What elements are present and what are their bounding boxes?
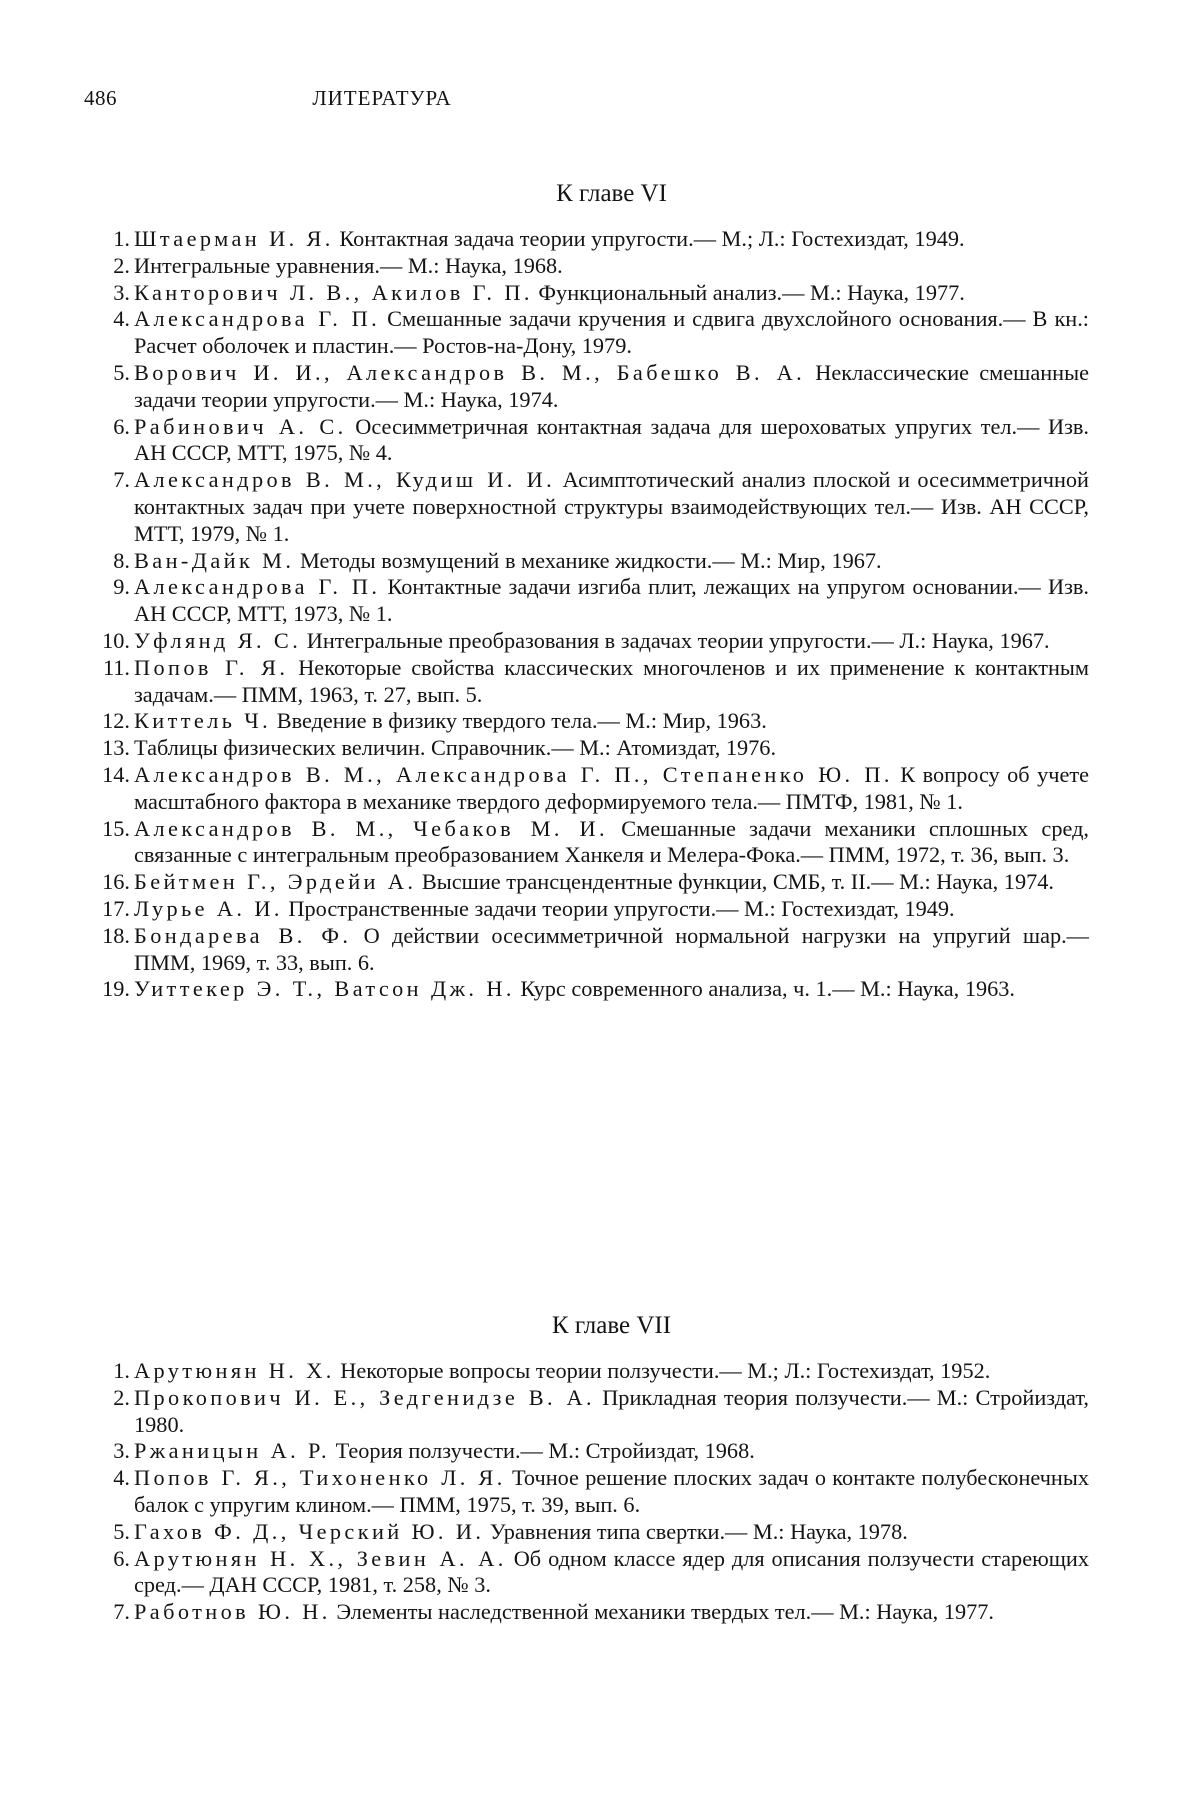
reference-item: [113, 306, 1089, 360]
reference-authors: Штаерман И. Я.: [134, 226, 334, 251]
reference-number: 9.: [113, 574, 130, 600]
reference-number: 19.: [102, 976, 130, 1002]
reference-text: Некоторые вопросы теории ползучести.— М.; Л.: Гостехиздат, 1952.: [334, 1358, 991, 1383]
reference-item: [102, 735, 1089, 762]
reference-item: [113, 1599, 1089, 1626]
reference-number: 5.: [113, 1518, 130, 1544]
reference-authors: Попов Г. Я., Тихоненко Л. Я.: [134, 1465, 506, 1491]
reference-authors: Арутюнян Н. Х.: [134, 1358, 335, 1383]
reference-number: 1.: [113, 1358, 130, 1383]
reference-text: Контактные задачи изгиба плит, лежащих на упругом основании.— Изв. АН СССР, МТТ, 1973, № 1.: [134, 574, 1089, 627]
reference-item: [102, 895, 1089, 923]
reference-number: 3.: [113, 1438, 130, 1464]
reference-authors: Попов Г. Я.: [134, 654, 289, 680]
reference-text: Асимптотический анализ плоской и осесимметричной контактных задач при учете поверхностной структуры взаимодействующих тел.— Изв. АН СССР, МТТ, 1979, № 1.: [134, 467, 1089, 546]
reference-text: Таблицы физических величин. Справочник.— М.: Атомиздат, 1976.: [134, 735, 777, 761]
reference-item: [113, 1465, 1089, 1519]
reference-list: [113, 1358, 1089, 1626]
reference-number: 11.: [102, 654, 130, 680]
reference-authors: Александров В. М., Александрова Г. П., Степаненко Ю. П.: [134, 761, 893, 787]
reference-authors: Александрова Г. П.: [134, 306, 381, 332]
reference-text: Некоторые свойства классических многочленов и их применение к контактным задачам.— ПММ, 1963, т. 27, вып. 5.: [134, 654, 1089, 707]
reference-number: 2.: [113, 1384, 130, 1410]
references-chapter-7: [113, 1312, 1089, 1626]
reference-number: 7.: [113, 467, 130, 493]
reference-number: 5.: [113, 359, 130, 385]
reference-authors: Рабинович А. С.: [134, 413, 347, 439]
reference-text: Пространственные задачи теории упругости.— М.: Гостехиздат, 1949.: [282, 895, 955, 921]
reference-item: [113, 1358, 1089, 1385]
reference-item: [113, 1518, 1089, 1546]
reference-item: [113, 252, 1089, 280]
reference-authors: Александров В. М., Кудиш И. И.: [134, 467, 556, 493]
reference-item: [102, 761, 1089, 816]
reference-authors: Гахов Ф. Д., Черский Ю. И.: [134, 1518, 485, 1544]
reference-text: Контактная задача теории упругости.— М.; Л.: Гостехиздат, 1949.: [333, 226, 965, 251]
reference-item: [102, 815, 1089, 870]
section-heading: К главе VII: [551, 1312, 672, 1339]
reference-text: Методы возмущений в механике жидкости.— М.: Мир, 1967.: [294, 547, 882, 573]
reference-item: [113, 359, 1089, 414]
reference-authors: Ворович И. И., Александров В. М., Бабешко В. А.: [134, 359, 806, 385]
reference-text: Прикладная теория ползучести.— М.: Стройиздат, 1980.: [134, 1384, 1089, 1437]
reference-item: [102, 976, 1089, 1003]
reference-text: Об одном классе ядер для описания ползучести стареющих сред.— ДАН СССР, 1981, т. 258, № 3.: [134, 1545, 1089, 1598]
reference-text: Неклассические смешанные задачи теории упругости.— М.: Наука, 1974.: [134, 359, 1089, 412]
reference-number: 16.: [102, 869, 130, 895]
reference-item: [113, 1438, 1089, 1465]
reference-text: Введение в физику твердого тела.— М.: Мир, 1963.: [271, 708, 767, 734]
reference-text: Смешанные задачи механики сплошных сред, связанные с интегральным преобразованием Ханкеля и Мелера-Фока.— ПММ, 1972, т. 36, вып. 3.: [134, 815, 1089, 868]
reference-item: [113, 226, 1089, 253]
reference-item: [113, 574, 1089, 628]
reference-item: [113, 1545, 1089, 1600]
reference-number: 3.: [113, 279, 130, 305]
reference-text: О действии осесимметричной нормальной нагрузки на упругий шар.— ПММ, 1969, т. 33, вып. 6.: [134, 922, 1089, 975]
reference-authors: Александров В. М., Чебаков М. И.: [134, 815, 608, 841]
reference-text: Точное решение плоских задач о контакте полубесконечных балок с упругим клином.— ПММ, 1975, т. 39, вып. 6.: [134, 1465, 1089, 1517]
reference-text: Уравнения типа свертки.— М.: Наука, 1978.: [484, 1518, 908, 1544]
reference-number: 13.: [102, 735, 130, 761]
reference-number: 8.: [113, 547, 130, 573]
reference-number: 12.: [102, 708, 130, 734]
reference-list: [102, 226, 1089, 1003]
reference-number: 15.: [102, 815, 130, 841]
reference-item: [102, 627, 1089, 655]
section-heading: К главе VI: [556, 180, 667, 207]
reference-text: Интегральные уравнения.— М.: Наука, 1968.: [134, 252, 563, 278]
reference-number: 6.: [113, 1545, 130, 1571]
reference-number: 6.: [113, 413, 130, 439]
reference-text: Курс современного анализа, ч. 1.— М.: Наука, 1963.: [514, 976, 1015, 1002]
reference-number: 4.: [113, 1465, 130, 1491]
reference-authors: Ван-Дайк М.: [134, 547, 295, 573]
reference-text: Интегральные преобразования в задачах теории упругости.— Л.: Наука, 1967.: [301, 627, 1050, 653]
reference-authors: Киттель Ч.: [134, 708, 272, 734]
reference-item: [102, 654, 1089, 709]
reference-authors: Ржаницын А. Р.: [134, 1438, 331, 1464]
reference-text: Смешанные задачи кручения и сдвига двухслойного основания.— В кн.: Расчет оболочек и пластин.— Ростов-на-Дону, 1979.: [134, 306, 1089, 359]
running-title: ЛИТЕРАТУРА: [312, 86, 452, 110]
reference-text: Высшие трансцендентные функции, СМБ, т. II.— М.: Наука, 1974.: [416, 869, 1054, 895]
reference-number: 7.: [113, 1599, 130, 1625]
reference-item: [113, 547, 1089, 575]
reference-number: 2.: [113, 252, 130, 278]
reference-text: К вопросу об учете масштабного фактора в механике твердого деформируемого тела.— ПМТФ, 1981, № 1.: [134, 761, 1089, 814]
reference-authors: Канторович Л. В., Акилов Г. П.: [134, 279, 533, 305]
reference-authors: Бондарева В. Ф.: [134, 922, 352, 948]
references-chapter-6: [102, 180, 1089, 1003]
reference-number: 4.: [113, 306, 130, 332]
reference-authors: Александрова Г. П.: [134, 574, 381, 600]
reference-number: 1.: [113, 226, 130, 251]
reference-item: [113, 467, 1089, 547]
reference-authors: Прокопович И. Е., Зедгенидзе В. А.: [134, 1384, 596, 1410]
reference-authors: Уфлянд Я. С.: [134, 627, 302, 653]
reference-text: Элементы наследственной механики твердых тел.— М.: Наука, 1977.: [330, 1599, 994, 1625]
reference-authors: Лурье А. И.: [134, 895, 283, 921]
reference-text: Функциональный анализ.— М.: Наука, 1977.: [532, 279, 965, 305]
reference-authors: Уиттекер Э. Т., Ватсон Дж. Н.: [134, 976, 515, 1002]
reference-item: [102, 922, 1089, 977]
reference-authors: Арутюнян Н. Х., Зевин А. А.: [134, 1545, 507, 1571]
page-number: 486: [84, 86, 117, 110]
reference-number: 10.: [102, 627, 130, 653]
reference-number: 18.: [102, 922, 130, 948]
reference-item: [113, 279, 1089, 307]
reference-item: [113, 1384, 1089, 1439]
reference-number: 14.: [102, 761, 130, 787]
running-head: [84, 86, 680, 116]
reference-authors: Работнов Ю. Н.: [134, 1599, 331, 1625]
reference-item: [113, 413, 1089, 468]
reference-text: Осесимметричная контактная задача для шероховатых упругих тел.— Изв. АН СССР, МТТ, 1975, № 4.: [134, 413, 1089, 466]
reference-item: [102, 869, 1089, 896]
reference-text: Теория ползучести.— М.: Стройиздат, 1968.: [330, 1438, 755, 1464]
reference-item: [102, 708, 1089, 735]
reference-number: 17.: [102, 895, 130, 921]
reference-authors: Бейтмен Г., Эрдейи А.: [134, 869, 417, 895]
